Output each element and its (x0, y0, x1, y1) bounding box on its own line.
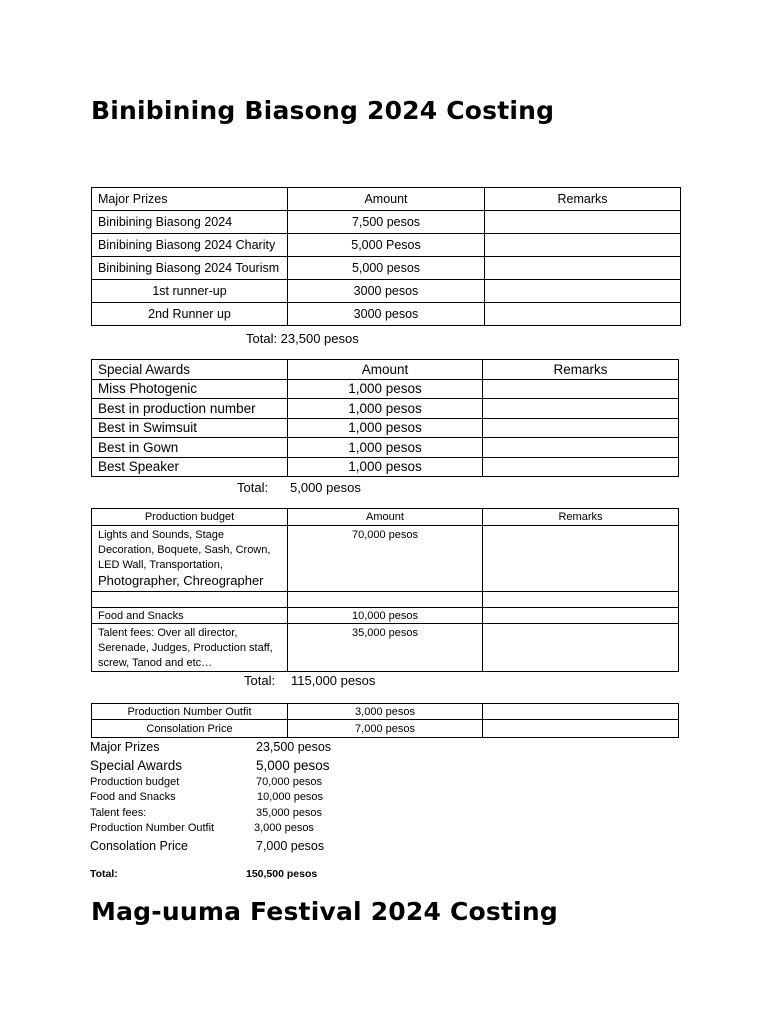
remarks-cell (483, 608, 679, 624)
item-cell: Best in Gown (92, 438, 288, 458)
grand-total-value: 150,500 pesos (246, 868, 318, 880)
summary-label: Special Awards (90, 758, 183, 773)
remarks-cell (485, 211, 681, 234)
major-prizes-table (91, 187, 681, 326)
amount-cell: 3,000 pesos (288, 704, 483, 720)
remarks-cell (483, 720, 679, 738)
item-cell: Best in production number (92, 399, 288, 419)
summary-label: Major Prizes (90, 740, 160, 754)
empty-cell (288, 592, 483, 608)
empty-cell (92, 592, 288, 608)
amount-cell: 7,500 pesos (288, 211, 485, 234)
table-row (92, 211, 681, 234)
table-row (92, 280, 681, 303)
section-title: Mag-uuma Festival 2024 Costing (91, 897, 558, 926)
remarks-cell (485, 257, 681, 280)
header-cell: Major Prizes (92, 188, 288, 211)
table-header-row (92, 360, 679, 380)
remarks-cell (485, 280, 681, 303)
remarks-cell (483, 704, 679, 720)
amount-cell: 1,000 pesos (288, 379, 483, 399)
amount-cell: 5,000 pesos (288, 257, 485, 280)
header-cell: Amount (288, 509, 483, 526)
production-budget-total-label: Total: (244, 673, 276, 688)
summary-label: Food and Snacks (90, 791, 176, 803)
item-cell: Best Speaker (92, 457, 288, 477)
table-header-row (92, 188, 681, 211)
header-cell: Special Awards (92, 360, 288, 380)
amount-cell: 1,000 pesos (288, 418, 483, 438)
table-row (92, 418, 679, 438)
page-title: Binibining Biasong 2024 Costing (91, 96, 555, 125)
amount-cell: 1,000 pesos (288, 438, 483, 458)
summary-value: 3,000 pesos (254, 822, 314, 834)
special-awards-table (91, 359, 679, 477)
item-cell (92, 526, 288, 592)
amount-cell: 1,000 pesos (288, 399, 483, 419)
amount-cell: 3000 pesos (288, 303, 485, 326)
item-cell: 2nd Runner up (92, 303, 288, 326)
item-cell: Consolation Price (92, 720, 288, 738)
item-cell: Binibining Biasong 2024 Tourism (92, 257, 288, 280)
amount-cell: 7,000 pesos (288, 720, 483, 738)
table-row (92, 399, 679, 419)
header-cell: Amount (288, 188, 485, 211)
amount-cell: 3000 pesos (288, 280, 485, 303)
table-row (92, 379, 679, 399)
grand-total-label: Total: (90, 868, 118, 880)
special-awards-total-value: 5,000 pesos (290, 480, 361, 495)
amount-cell: 5,000 Pesos (288, 234, 485, 257)
remarks-cell (485, 234, 681, 257)
item-text-continued: Photographer, Chreographer (98, 573, 264, 588)
remarks-cell (483, 526, 679, 592)
table-row (92, 438, 679, 458)
item-cell: Production Number Outfit (92, 704, 288, 720)
header-cell: Remarks (483, 360, 679, 380)
item-cell: Binibining Biasong 2024 Charity (92, 234, 288, 257)
production-budget-total-value: 115,000 pesos (291, 673, 376, 688)
summary-label: Consolation Price (90, 839, 188, 853)
special-awards-total-label: Total: (237, 480, 269, 495)
header-cell: Production budget (92, 509, 288, 526)
table-row (92, 608, 679, 624)
table-row (92, 624, 679, 672)
table-row (92, 303, 681, 326)
table-row (92, 457, 679, 477)
item-text: Lights and Sounds, Stage Decoration, Boquete, Sash, Crown, LED Wall, Transportation, (98, 529, 271, 571)
item-cell: Miss Photogenic (92, 379, 288, 399)
remarks-cell (483, 438, 679, 458)
remarks-cell (485, 303, 681, 326)
outfit-consolation-table (91, 703, 679, 738)
summary-value: 7,000 pesos (256, 839, 325, 853)
table-header-row (92, 509, 679, 526)
table-row (92, 592, 679, 608)
summary-label: Production budget (90, 776, 180, 788)
item-cell: 1st runner-up (92, 280, 288, 303)
item-cell: Talent fees: Over all director, Serenade, Judges, Production staff, screw, Tanod and etc… (92, 624, 288, 672)
amount-cell: 70,000 pesos (288, 526, 483, 592)
empty-cell (483, 592, 679, 608)
major-prizes-total: Total: 23,500 pesos (246, 331, 359, 346)
table-row (92, 704, 679, 720)
summary-value: 70,000 pesos (256, 776, 323, 788)
summary-label: Talent fees: (90, 807, 147, 819)
table-row (92, 526, 679, 592)
table-row (92, 234, 681, 257)
table-row (92, 720, 679, 738)
summary-value: 23,500 pesos (256, 740, 332, 754)
remarks-cell (483, 457, 679, 477)
amount-cell: 10,000 pesos (288, 608, 483, 624)
header-cell: Remarks (483, 509, 679, 526)
item-cell: Best in Swimsuit (92, 418, 288, 438)
summary-label: Production Number Outfit (90, 822, 215, 834)
header-cell: Remarks (485, 188, 681, 211)
table-row (92, 257, 681, 280)
remarks-cell (483, 379, 679, 399)
remarks-cell (483, 624, 679, 672)
remarks-cell (483, 418, 679, 438)
remarks-cell (483, 399, 679, 419)
amount-cell: 35,000 pesos (288, 624, 483, 672)
summary-value: 10,000 pesos (257, 791, 324, 803)
header-cell: Amount (288, 360, 483, 380)
item-cell: Food and Snacks (92, 608, 288, 624)
production-budget-table (91, 508, 679, 672)
amount-cell: 1,000 pesos (288, 457, 483, 477)
summary-value: 35,000 pesos (256, 807, 323, 819)
item-cell: Binibining Biasong 2024 (92, 211, 288, 234)
summary-value: 5,000 pesos (256, 758, 330, 773)
